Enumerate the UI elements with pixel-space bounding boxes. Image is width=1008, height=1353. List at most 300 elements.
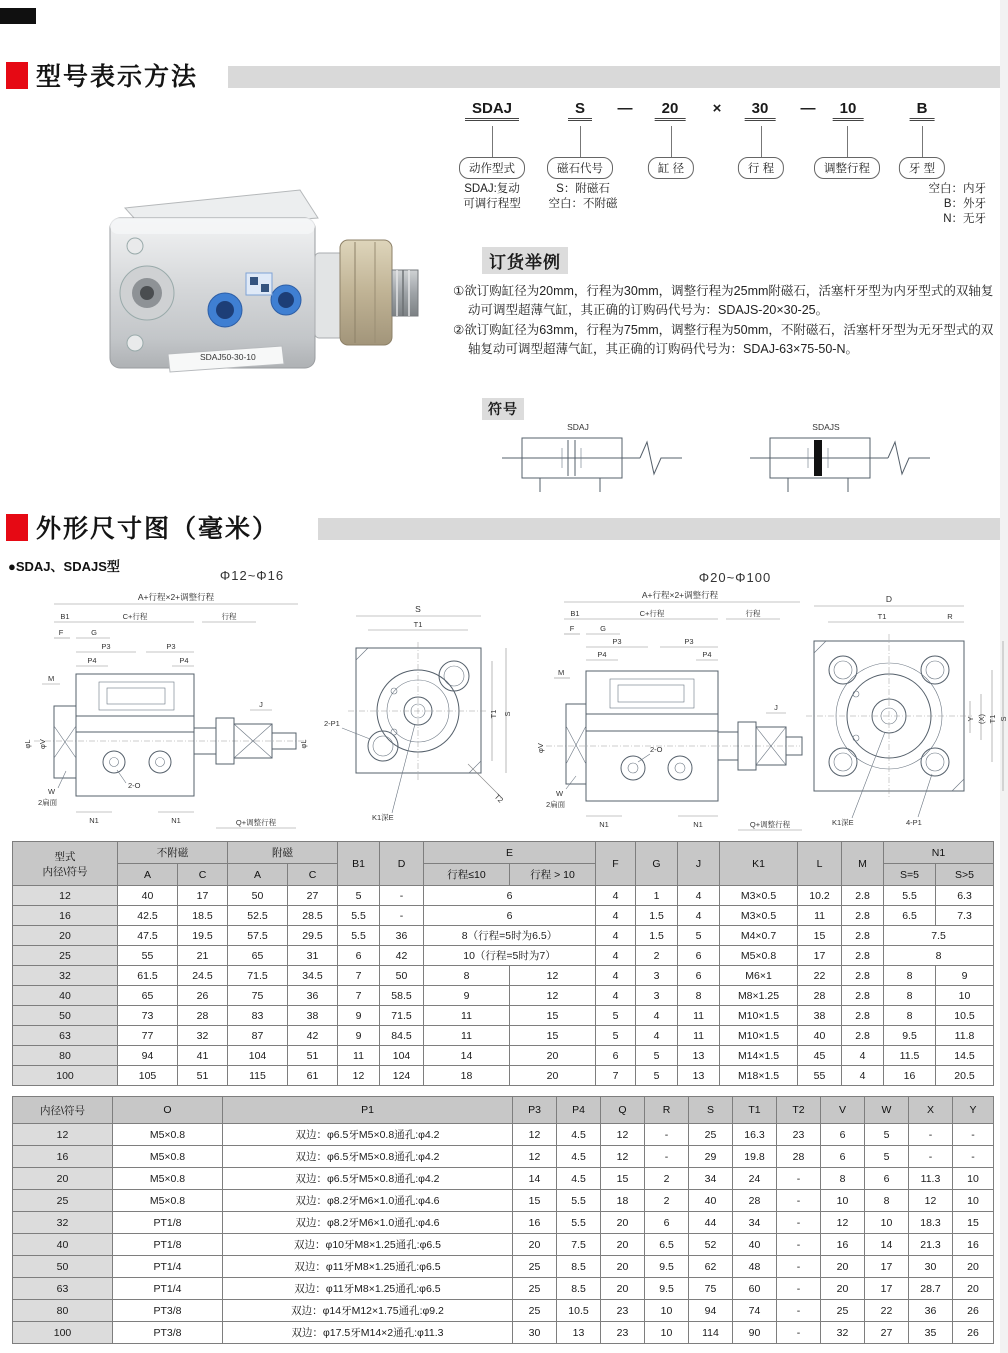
table-cell: 12 [513,1146,557,1168]
svg-text:T2: T2 [492,792,506,805]
table-cell: 17 [865,1256,909,1278]
svg-text:P3: P3 [101,642,111,651]
table-cell: 84.5 [380,1026,424,1046]
table-cell: 4.5 [557,1124,601,1146]
table-cell: 11.8 [936,1026,994,1046]
table-cell: 20 [821,1278,865,1300]
header-e: E [424,842,596,864]
table-cell: 13 [678,1066,720,1086]
table-cell: 5 [338,886,380,906]
table-cell: 40 [798,1026,842,1046]
table-cell: - [645,1124,689,1146]
table-cell: 65 [228,946,288,966]
svg-text:T1: T1 [413,620,423,629]
page-corner-mark [0,8,36,24]
svg-text:φL: φL [299,739,308,749]
header-v: V [821,1097,865,1124]
table-cell: 15 [798,926,842,946]
svg-text:T1: T1 [877,612,887,621]
table-cell: 51 [288,1046,338,1066]
table-row [13,986,994,1006]
table-cell: 6 [865,1168,909,1190]
table-cell: - [777,1322,821,1344]
table-cell: 11 [424,1006,510,1026]
table-cell: 4 [596,946,636,966]
table-cell: 75 [228,986,288,1006]
row-header-cell: 32 [13,1212,113,1234]
table-cell: 8 [884,986,936,1006]
table-cell: 5.5 [338,906,380,926]
table-row [13,966,994,986]
table-cell: 9 [338,1026,380,1046]
table-cell: 87 [228,1026,288,1046]
table-cell: 25 [513,1256,557,1278]
table-cell: 15 [510,1026,596,1046]
table-cell: 77 [118,1026,178,1046]
table-cell: 24 [733,1168,777,1190]
svg-text:G: G [600,624,606,633]
table-cell: 3 [636,966,678,986]
corner-header: 内径\符号 [13,1097,113,1124]
table-cell: 8 [678,986,720,1006]
table-cell: 19.5 [178,926,228,946]
table-cell: 2.8 [842,946,884,966]
svg-text:K1深E: K1深E [372,813,394,822]
table-cell: 12 [510,966,596,986]
table-cell: 20 [821,1256,865,1278]
table-cell: - [777,1256,821,1278]
table-cell: M18×1.5 [720,1066,798,1086]
subheader-c: C [178,864,228,886]
table-cell: M3×0.5 [720,886,798,906]
table-cell: 双边：φ6.5牙M5×0.8通孔:φ4.2 [223,1124,513,1146]
table-cell: 28 [777,1146,821,1168]
table-cell: 17 [798,946,842,966]
table-cell: PT3/8 [113,1322,223,1344]
table-cell: M8×1.25 [720,986,798,1006]
header-r: R [645,1097,689,1124]
header-q: Q [601,1097,645,1124]
svg-text:J: J [774,703,778,712]
table-cell: 10 [953,1190,994,1212]
table-header-row [13,1097,994,1124]
table-cell: 15 [510,1006,596,1026]
table-cell: 13 [678,1046,720,1066]
header-t1: T1 [733,1097,777,1124]
subheader-s-gt5: S>5 [936,864,994,886]
svg-text:S: S [415,604,421,614]
table-cell: 10 [645,1300,689,1322]
table-cell: PT1/4 [113,1278,223,1300]
table-cell: 20 [601,1256,645,1278]
table-cell: M5×0.8 [113,1190,223,1212]
table-cell: 32 [821,1322,865,1344]
table-cell: 4 [842,1046,884,1066]
table-cell: 36 [909,1300,953,1322]
table-cell: 114 [689,1322,733,1344]
section-title-bar [318,518,1000,540]
svg-text:Q+调整行程: Q+调整行程 [235,818,277,827]
table-cell: 5 [636,1066,678,1086]
table-cell: 4.5 [557,1168,601,1190]
table-cell: 9 [338,1006,380,1026]
table-cell: 104 [380,1046,424,1066]
table-cell: 55 [798,1066,842,1086]
table-cell: 40 [118,886,178,906]
table-row [13,1124,994,1146]
table-cell: M10×1.5 [720,1026,798,1046]
svg-text:S: S [503,711,512,717]
table-cell: 31 [288,946,338,966]
table-cell: 6 [424,886,596,906]
table-cell: 4 [596,966,636,986]
table-cell: 28 [178,1006,228,1026]
table-cell: 15 [513,1190,557,1212]
section-title-dimensions: 外形尺寸图（毫米） [36,515,280,543]
connector-line [492,126,493,157]
table-cell: 19.8 [733,1146,777,1168]
svg-text:2-O: 2-O [128,781,141,790]
table-cell: 27 [288,886,338,906]
svg-text:C+行程: C+行程 [122,612,148,621]
table-cell: 1.5 [636,906,678,926]
range-label-large: Φ20~Φ100 [698,570,772,585]
corner-header [13,842,118,886]
note-magnet-1: S：附磁石 [556,183,610,195]
header-w: W [865,1097,909,1124]
table-cell: 52.5 [228,906,288,926]
svg-text:P4: P4 [702,650,712,659]
corner-header-top: 型式 [54,850,76,863]
table-cell: 5.5 [884,886,936,906]
subheader-a: A [228,864,288,886]
table-cell: 12 [338,1066,380,1086]
table-cell: 6 [678,946,720,966]
table-cell: 22 [798,966,842,986]
table-cell: 28.7 [909,1278,953,1300]
table-cell: PT3/8 [113,1300,223,1322]
table-cell: 20.5 [936,1066,994,1086]
svg-text:T1: T1 [489,709,498,719]
table-cell: 27 [865,1322,909,1344]
table-cell: 7.3 [936,906,994,926]
model-code-part: B [910,100,935,121]
connector-line [761,126,762,157]
table-cell: 7.5 [884,926,994,946]
table-cell: 16 [884,1066,936,1086]
table-cell: 6.5 [884,906,936,926]
table-cell: 6 [678,966,720,986]
svg-text:F: F [58,628,64,637]
row-header-cell: 63 [13,1026,118,1046]
row-header-cell: 80 [13,1300,113,1322]
table-cell: 45 [798,1046,842,1066]
header-j: J [678,842,720,886]
svg-text:D: D [885,594,893,604]
connector-line [847,126,848,157]
subheader-e-gt10: 行程 > 10 [510,864,596,886]
table-cell: 4 [678,886,720,906]
table-cell: 16.3 [733,1124,777,1146]
pill-thread-type: 牙 型 [899,157,945,179]
header-n1: N1 [884,842,994,864]
table-row [13,926,994,946]
table-cell: 20 [510,1046,596,1066]
svg-text:F: F [569,624,575,633]
table-cell: 5 [678,926,720,946]
table-cell: M3×0.5 [720,906,798,926]
table-cell: 11.3 [909,1168,953,1190]
svg-text:M: M [48,674,55,683]
table-cell: 21 [178,946,228,966]
table-cell: 12 [909,1190,953,1212]
table-cell: 18.3 [909,1212,953,1234]
table-cell: 4 [678,906,720,926]
table-cell: 21.3 [909,1234,953,1256]
subheader-a: A [118,864,178,886]
svg-text:φV: φV [536,743,545,753]
svg-text:2-P1: 2-P1 [324,719,340,728]
header-o: O [113,1097,223,1124]
table-cell: 20 [601,1234,645,1256]
svg-text:G: G [91,628,97,637]
table-cell: PT1/4 [113,1256,223,1278]
table-cell: 2.8 [842,986,884,1006]
table-cell: 16 [513,1212,557,1234]
header-x: X [909,1097,953,1124]
table-cell: 30 [513,1322,557,1344]
pill-adjust-stroke: 调整行程 [814,157,880,179]
model-code-part: 20 [655,100,686,121]
table-cell: M10×1.5 [720,1006,798,1026]
subheader-s-eq5: S=5 [884,864,936,886]
header-d: D [380,842,424,886]
table-cell: 51 [178,1066,228,1086]
table-row [13,1278,994,1300]
table-cell: 7 [338,986,380,1006]
table-cell: 11 [338,1046,380,1066]
header-g: G [636,842,678,886]
table-cell: 3 [636,986,678,1006]
table-cell: 25 [513,1278,557,1300]
table-cell: 1.5 [636,926,678,946]
model-code-part: SDAJ [465,100,519,121]
dimension-drawing-front-small [316,586,514,838]
section-accent-square [6,62,28,89]
table-cell: 6 [645,1212,689,1234]
table-cell: 47.5 [118,926,178,946]
table-cell: 2.8 [842,926,884,946]
table-cell: 62 [689,1256,733,1278]
table-cell: 4 [596,986,636,1006]
table-cell: 48 [733,1256,777,1278]
table-cell: 6 [821,1124,865,1146]
table-cell: 71.5 [228,966,288,986]
ordering-example-1: ①欲订购缸径为20mm，行程为30mm，调整行程为25mm附磁石，活塞杆牙型为内牙型式的双轴复动可调型超薄气缸，其正确的订购码代号为：SDAJS-20×30-25。 [453,284,994,317]
table-cell: 42 [380,946,424,966]
table-cell: 5 [865,1146,909,1168]
svg-text:(X): (X) [977,714,986,724]
table-cell: 34.5 [288,966,338,986]
dimension-drawing-side-small [14,586,316,838]
table-cell: 26 [953,1300,994,1322]
table-cell: 50 [380,966,424,986]
table-cell: 4 [636,1026,678,1046]
table-cell: 61 [288,1066,338,1086]
table-cell: - [645,1146,689,1168]
table-cell: 6 [596,1046,636,1066]
dimension-table-1 [12,841,994,1086]
dimension-drawing-front-large [786,586,1008,838]
table-cell: 双边：φ11牙M8×1.25通孔:φ6.5 [223,1256,513,1278]
section-title-bar [228,66,1000,88]
table-cell: - [777,1190,821,1212]
table-cell: 16 [821,1234,865,1256]
table-cell: 12 [821,1212,865,1234]
table-cell: 11 [678,1006,720,1026]
svg-text:P4: P4 [179,656,189,665]
row-header-cell: 100 [13,1066,118,1086]
table-cell: 9 [936,966,994,986]
table-cell: 7 [596,1066,636,1086]
row-header-cell: 20 [13,926,118,946]
table-cell: 20 [601,1278,645,1300]
table-cell: 10.5 [557,1300,601,1322]
table-cell: - [777,1212,821,1234]
model-code-part: 30 [745,100,776,121]
row-header-cell: 40 [13,1234,113,1256]
table-cell: 23 [777,1124,821,1146]
table-cell: 8.5 [557,1278,601,1300]
table-cell: 73 [118,1006,178,1026]
table-cell: 14 [424,1046,510,1066]
svg-text:A+行程×2+调整行程: A+行程×2+调整行程 [137,592,215,602]
table-cell: 29.5 [288,926,338,946]
table-header-row [13,842,994,864]
table-cell: 20 [953,1278,994,1300]
row-header-cell: 16 [13,1146,113,1168]
table-cell: 6 [424,906,596,926]
svg-text:S: S [999,716,1008,722]
table-cell: 55 [118,946,178,966]
table-cell: 2.8 [842,906,884,926]
table-cell: 4 [596,886,636,906]
table-cell: 双边：φ11牙M8×1.25通孔:φ6.5 [223,1278,513,1300]
table-cell: 28 [798,986,842,1006]
table-cell: 20 [513,1234,557,1256]
svg-text:J: J [259,700,263,709]
table-cell: 8 [865,1190,909,1212]
table-cell: 双边：φ6.5牙M5×0.8通孔:φ4.2 [223,1146,513,1168]
table-cell: 10 [936,986,994,1006]
header-t2: T2 [777,1097,821,1124]
table-cell: 12 [601,1146,645,1168]
table-cell: 6.5 [645,1234,689,1256]
svg-text:B1: B1 [570,609,580,618]
table-cell: 6 [821,1146,865,1168]
svg-text:M: M [558,668,565,677]
table-cell: 11.5 [884,1046,936,1066]
svg-text:Y: Y [966,716,975,722]
table-cell: 94 [689,1300,733,1322]
table-cell: 12 [601,1124,645,1146]
table-cell: 4 [636,1006,678,1026]
pneumatic-symbol-sdaj [500,418,720,503]
table-cell: 8 [884,966,936,986]
row-header-cell: 100 [13,1322,113,1344]
row-header-cell: 12 [13,886,118,906]
dimension-drawing-side-large [528,586,806,838]
table-cell: 8 [884,1006,936,1026]
table-cell: 14.5 [936,1046,994,1066]
table-cell: PT1/8 [113,1234,223,1256]
table-cell: - [777,1278,821,1300]
table-cell: 115 [228,1066,288,1086]
note-thread-3: N：无牙 [943,213,986,225]
table-cell: 2 [645,1168,689,1190]
table-cell: 9.5 [884,1026,936,1046]
row-header-cell: 25 [13,946,118,966]
table-cell: 25 [513,1300,557,1322]
table-cell: 23 [601,1322,645,1344]
note-thread-2: B：外牙 [943,198,986,210]
symbol-label-sdajs: SDAJS [812,422,840,432]
table-cell: 2.8 [842,886,884,906]
table-cell: 9 [424,986,510,1006]
svg-text:φL: φL [23,739,32,749]
pill-magnet-code: 磁石代号 [547,157,613,179]
ordering-examples [453,282,998,360]
table-cell: - [380,906,424,926]
table-cell: 14 [513,1168,557,1190]
svg-text:N1: N1 [89,816,99,825]
table-row [13,1026,994,1046]
connector-line [580,126,581,157]
table-cell: 10 [821,1190,865,1212]
table-cell: 12 [510,986,596,1006]
table-cell: 1 [636,886,678,906]
table-cell: 26 [178,986,228,1006]
table-cell: 22 [865,1300,909,1322]
table-cell: 8.5 [557,1256,601,1278]
svg-text:T1: T1 [988,714,997,724]
table-row [13,886,994,906]
table-cell: 57.5 [228,926,288,946]
model-code-separator: — [800,100,816,117]
corner-header-bottom: 内径\符号 [42,865,88,878]
table-cell: 10 [645,1322,689,1344]
header-k1: K1 [720,842,798,886]
table-cell: 双边：φ8.2牙M6×1.0通孔:φ4.6 [223,1190,513,1212]
table-cell: 25 [821,1300,865,1322]
table-row [13,1212,994,1234]
ordering-example-2: ②欲订购缸径为63mm，行程为75mm，调整行程为50mm，不附磁石，活塞杆牙型为无牙型式的双轴复动可调型超薄气缸，其正确的订购码代号为：SDAJ-63×75-50-N。 [453,323,994,356]
svg-text:W: W [556,789,564,798]
table-cell: 20 [510,1066,596,1086]
svg-text:4-P1: 4-P1 [906,818,922,827]
table-cell: 8 [884,946,994,966]
table-cell: 41 [178,1046,228,1066]
table-cell: 5.5 [557,1190,601,1212]
symbols-title: 符号 [482,398,524,420]
product-photo-cylinder [50,158,420,408]
table-cell: - [777,1300,821,1322]
table-cell: 105 [118,1066,178,1086]
table-cell: 2 [636,946,678,966]
table-cell: 35 [909,1322,953,1344]
table-cell: 24.5 [178,966,228,986]
table-cell: 36 [288,986,338,1006]
